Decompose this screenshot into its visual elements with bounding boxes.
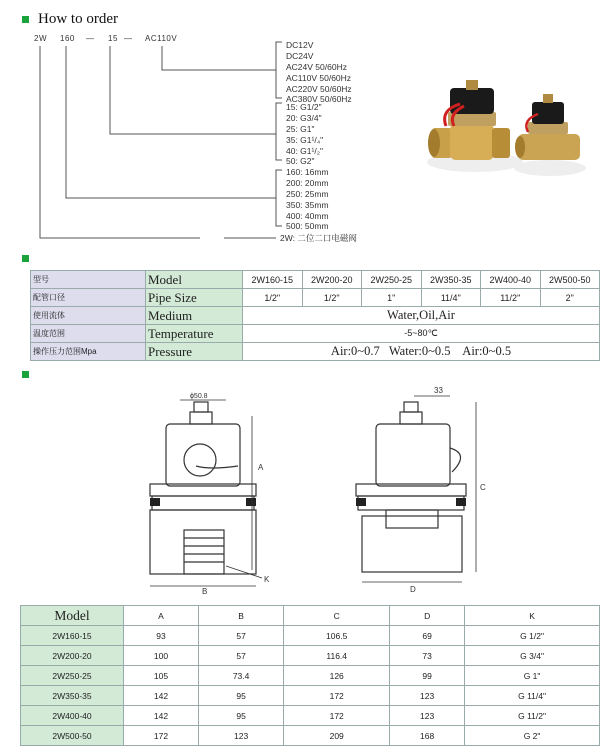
row-label-en: Pipe Size: [146, 289, 243, 307]
port-option: 50: G2": [286, 156, 315, 166]
voltage-option: AC220V 50/60Hz: [286, 84, 352, 94]
spec-row-temp: [31, 325, 600, 343]
cell: 57: [198, 646, 283, 666]
cell: 93: [124, 626, 199, 646]
section-bullet: [22, 255, 29, 262]
row-label-cn: 温度范围: [31, 325, 146, 343]
cell: G 3/4": [465, 646, 600, 666]
cell: G 11/4": [465, 686, 600, 706]
cell: 73.4: [198, 666, 283, 686]
spec-row-pressure: [31, 343, 600, 361]
model-header: 2W350-35: [421, 271, 481, 289]
pipe-value: 1": [362, 289, 422, 307]
bore-option: 500: 50mm: [286, 221, 329, 231]
model-header: 2W400-40: [481, 271, 541, 289]
dims-header-row: [21, 606, 600, 626]
row-label-en: Temperature: [146, 325, 243, 343]
temp-value: -5~80℃: [243, 325, 600, 343]
dim-label-b: B: [202, 587, 208, 595]
table-row: [21, 626, 600, 646]
voltage-option: AC380V 50/60Hz: [286, 94, 352, 104]
cell: 123: [390, 706, 465, 726]
port-option: 35: G1¹/₄": [286, 135, 324, 145]
model-cell: 2W500-50: [21, 726, 124, 746]
cell: 73: [390, 646, 465, 666]
model-header: 2W500-50: [540, 271, 600, 289]
cell: 168: [390, 726, 465, 746]
col-header: Model: [21, 606, 124, 626]
cell: 99: [390, 666, 465, 686]
valve-large: [427, 80, 523, 172]
code-port: 15: [108, 34, 118, 43]
col-header: C: [284, 606, 390, 626]
table-row: [21, 646, 600, 666]
type-option: 2W: 二位二口电磁阀: [280, 233, 357, 243]
dimension-drawing: [0, 380, 608, 595]
row-label-en: Pressure: [146, 343, 243, 361]
bore-option: 250: 25mm: [286, 189, 329, 199]
front-view: [150, 402, 256, 574]
row-label-cn: 配管口径: [31, 289, 146, 307]
model-cell: 2W250-25: [21, 666, 124, 686]
cell: G 2": [465, 726, 600, 746]
row-label-cn: 使用流体: [31, 307, 146, 325]
pipe-value: 11/4": [421, 289, 481, 307]
code-dash: —: [124, 34, 133, 43]
spec-row-medium: [31, 307, 600, 325]
dim-label-c: C: [480, 483, 486, 492]
port-option: 40: G1¹/₂": [286, 146, 324, 156]
table-row: [21, 686, 600, 706]
dim-label-a: A: [258, 463, 264, 472]
pressure-value: Air:0~0.7 Water:0~0.5 Air:0~0.5: [243, 343, 600, 361]
code-voltage: AC110V: [145, 34, 178, 43]
model-cell: 2W200-20: [21, 646, 124, 666]
dim-label-k: K: [264, 575, 270, 584]
voltage-option: AC110V 50/60Hz: [286, 73, 352, 83]
pipe-value: 2": [540, 289, 600, 307]
pipe-value: 1/2": [302, 289, 362, 307]
code-bore: 160: [60, 34, 75, 43]
dimensions-table: [20, 605, 600, 746]
code-series: 2W: [34, 34, 47, 43]
table-row: [21, 706, 600, 726]
dim-label-phi: ϕ50.8: [190, 393, 208, 400]
row-label-en: Medium: [146, 307, 243, 325]
cell: 95: [198, 706, 283, 726]
row-label-en: Model: [146, 271, 243, 289]
bore-option: 160: 16mm: [286, 167, 329, 177]
voltage-option: DC24V: [286, 51, 314, 61]
cell: 142: [124, 686, 199, 706]
model-header: 2W250-25: [362, 271, 422, 289]
bore-option: 400: 40mm: [286, 211, 329, 221]
cell: 95: [198, 686, 283, 706]
spec-row-model: [31, 271, 600, 289]
cell: 116.4: [284, 646, 390, 666]
col-header: A: [124, 606, 199, 626]
cell: 123: [390, 686, 465, 706]
table-row: [21, 666, 600, 686]
section-bullet: [22, 371, 29, 378]
model-header: 2W200-20: [302, 271, 362, 289]
bore-option: 350: 35mm: [286, 200, 329, 210]
dim-label-d: D: [410, 585, 416, 594]
cell: 126: [284, 666, 390, 686]
cell: 57: [198, 626, 283, 646]
order-tree-lines: [0, 0, 300, 250]
cell: 172: [284, 706, 390, 726]
cell: 100: [124, 646, 199, 666]
code-dash: —: [86, 34, 95, 43]
row-label-cn: 操作压力范围Mpa: [31, 343, 146, 361]
dim-label-w: 33: [434, 386, 443, 395]
pipe-value: 1/2": [243, 289, 303, 307]
model-cell: 2W160-15: [21, 626, 124, 646]
page-title: How to order: [38, 11, 118, 27]
col-header: B: [198, 606, 283, 626]
model-header: 2W160-15: [243, 271, 303, 289]
side-view: [356, 402, 466, 572]
cell: 69: [390, 626, 465, 646]
cell: 142: [124, 706, 199, 726]
voltage-option: DC12V: [286, 40, 314, 50]
voltage-option: AC24V 50/60Hz: [286, 62, 347, 72]
col-header: K: [465, 606, 600, 626]
pipe-value: 11/2": [481, 289, 541, 307]
cell: G 1/2": [465, 626, 600, 646]
spec-row-pipe: [31, 289, 600, 307]
cell: 209: [284, 726, 390, 746]
cell: 105: [124, 666, 199, 686]
cell: 106.5: [284, 626, 390, 646]
cell: 172: [284, 686, 390, 706]
product-photo: [420, 70, 590, 190]
cell: G 1": [465, 666, 600, 686]
cell: 172: [124, 726, 199, 746]
bore-option: 200: 20mm: [286, 178, 329, 188]
cell: 123: [198, 726, 283, 746]
port-option: 20: G3/4": [286, 113, 322, 123]
port-option: 15: G1/2": [286, 102, 322, 112]
medium-value: Water,Oil,Air: [243, 307, 600, 325]
row-label-cn: 型号: [31, 271, 146, 289]
col-header: D: [390, 606, 465, 626]
spec-table: [30, 270, 600, 361]
port-option: 25: G1": [286, 124, 315, 134]
valve-small: [514, 94, 586, 176]
model-cell: 2W400-40: [21, 706, 124, 726]
cell: G 11/2": [465, 706, 600, 726]
model-cell: 2W350-35: [21, 686, 124, 706]
